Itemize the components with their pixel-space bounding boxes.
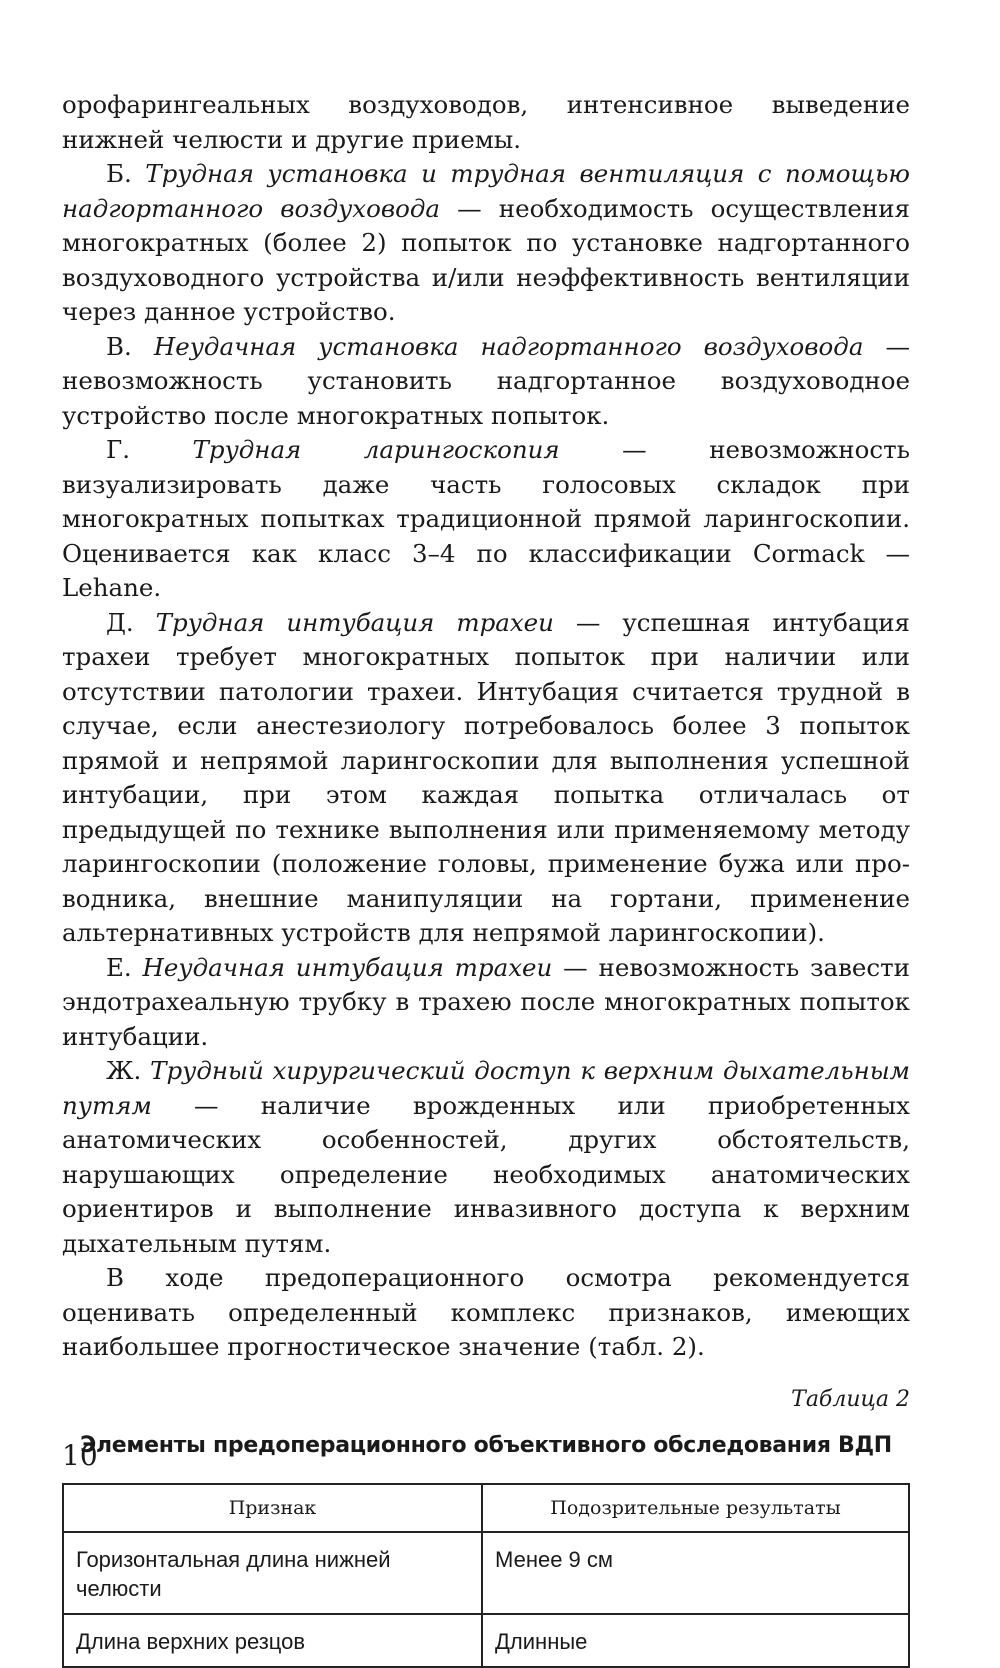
definition-letter: Д.: [106, 607, 156, 637]
table-cell-sign: Горизонтальная длина нижней челюсти: [63, 1532, 482, 1614]
table-header-row: [63, 1484, 909, 1532]
definition-letter: Г.: [106, 435, 193, 464]
paragraph-definition-g: [62, 433, 910, 606]
table-label: Таблица 2: [791, 1386, 910, 1412]
definition-term: Трудный хирургический доступ к верхним дыхательным путям: [62, 1056, 910, 1120]
definition-letter: Б.: [106, 159, 146, 188]
definition-letter: Е.: [106, 952, 143, 982]
definition-term: Неудачная установка надгортанного воздуховода: [153, 331, 864, 361]
paragraph-continuation: [62, 88, 910, 157]
definition-term: Трудная интубация трахеи: [155, 607, 554, 637]
table-row: [63, 1532, 909, 1614]
definition-term: Неудачная интубация трахеи: [142, 952, 553, 982]
paragraph-definition-b: [62, 157, 910, 330]
table-cell-result: Длинные: [482, 1614, 909, 1667]
page-number: 10: [62, 1439, 98, 1472]
definition-letter: Ж.: [106, 1056, 151, 1085]
exam-elements-table: [62, 1483, 910, 1668]
table-cell-sign: Длина верхних резцов: [63, 1614, 482, 1667]
table-row: [63, 1614, 909, 1667]
table-header-suspicious-results: Подозрительные результаты: [482, 1484, 909, 1532]
table-title: Элементы предоперационного объективного обследования ВДП: [80, 1432, 892, 1458]
paragraph-definition-v: [62, 330, 910, 434]
definition-term: Трудная установка и трудная вентиляция с помощью надгортанного воздуховода: [62, 159, 910, 223]
definition-text: — невозможность установить надгортанное воздуховодное устройство после многократных попыток.: [62, 331, 910, 430]
paragraph-summary: [62, 1261, 910, 1365]
definition-letter: В.: [106, 331, 154, 361]
page-content: [62, 88, 910, 1668]
definition-text: — необходимость осуществления многократных (более 2) попыток по установке надгортанного воздуховодного устройства и/или неэффективность вентиляции через данное устройство.: [62, 193, 910, 326]
paragraph-definition-e: [62, 951, 910, 1055]
definition-text: — успешная интубация трахеи требует многократных попыток при наличии или отсутствии патологии трахеи. Интубация считается трудной в случае, если анестезиологу потребовалось более 3 попыток прямой и непрямой ларингоскопии для выполнения успешной интубации, при этом каждая попытка отличалась от предыдущей по технике выполнения или применяемому методу ларингоскопии (положение головы, применение бужа или проводника, внешние манипуляции на гортани, применение альтернативных устройств для непрямой ларингоскопии).: [62, 607, 910, 947]
definition-text: — невозможность завести эндотрахеальную трубку в трахею после многократных попыток интубации.: [62, 952, 910, 1051]
paragraph-definition-zh: [62, 1054, 910, 1261]
definition-text: — наличие врожденных или приобретенных анатомических особенностей, других обстоятельств, нарушающих определение необходимых анатомических ориентиров и выполнение инвазивного доступа к верхним дыхательным путям.: [62, 1090, 910, 1258]
table-cell-result: Менее 9 см: [482, 1532, 909, 1614]
definition-term: Трудная ларингоскопия: [192, 435, 560, 464]
table-header-sign: Признак: [63, 1484, 482, 1532]
paragraph-text: орофарингеальных воздуховодов, интенсивное выведение нижней челюсти и другие приемы.: [62, 90, 910, 154]
definition-text: — невозможность визуализировать даже часть голосовых складок при многократных попытках традиционной прямой ларингоскопии. Оценивается как класс 3–4 по классификации Cormack — Lehane.: [62, 435, 910, 602]
paragraph-text: В ходе предоперационного осмотра рекомендуется оценивать определенный комплекс признаков, имеющих наибольшее прогностическое значение (табл. 2).: [62, 1263, 910, 1361]
paragraph-definition-d: [62, 606, 910, 951]
